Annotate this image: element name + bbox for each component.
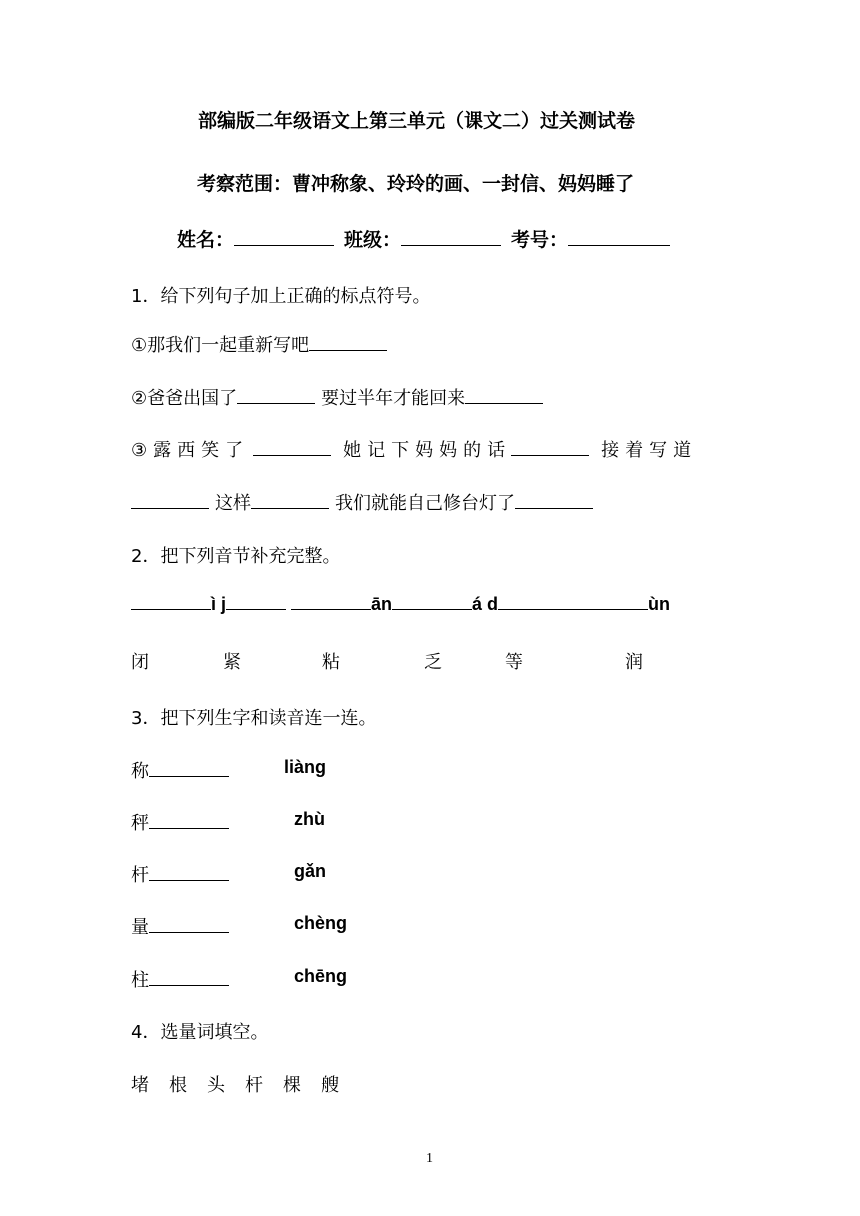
q3-char: 柱 — [131, 970, 149, 991]
number-label: 考号： — [511, 229, 569, 251]
q3-char: 秤 — [131, 813, 149, 834]
measure-word: 根 — [169, 1075, 187, 1096]
q1-s2b-text: 要过半年才能回来 — [321, 388, 466, 409]
blank[interactable] — [253, 439, 331, 456]
char: 紧 — [223, 652, 241, 673]
blank[interactable] — [251, 492, 329, 509]
q3-pair-5 — [131, 966, 229, 992]
q3-pinyin: zhù — [294, 809, 325, 829]
q3-pinyin: chēng — [294, 966, 348, 986]
q3-title: 3．把下列生字和读音连一连。 — [131, 708, 377, 729]
blank[interactable] — [309, 334, 387, 351]
connect-line[interactable] — [149, 864, 229, 881]
blank[interactable] — [515, 492, 593, 509]
class-field[interactable] — [401, 229, 501, 246]
blank[interactable] — [498, 593, 648, 610]
char: 等 — [505, 652, 523, 673]
syllable-3: á d — [472, 594, 499, 614]
connect-line[interactable] — [149, 969, 229, 986]
q3-char: 量 — [131, 917, 149, 938]
q2-title: 2．把下列音节补充完整。 — [131, 546, 341, 567]
q3-pair-1 — [131, 757, 229, 783]
q1-s3b-text: 她记下妈妈的话 — [343, 440, 512, 461]
q3-pinyin: gǎn — [294, 861, 327, 881]
blank[interactable] — [465, 387, 543, 404]
measure-word: 棵 — [283, 1075, 301, 1096]
blank[interactable] — [131, 492, 209, 509]
blank[interactable] — [131, 593, 211, 610]
name-label: 姓名： — [177, 229, 235, 251]
measure-word: 堵 — [131, 1075, 149, 1096]
q3-char: 杆 — [131, 865, 149, 886]
q1-sentence-1 — [131, 331, 387, 357]
q3-pair-4 — [131, 913, 229, 939]
q4-title: 4．选量词填空。 — [131, 1022, 269, 1043]
measure-word: 杆 — [245, 1075, 263, 1096]
blank[interactable] — [511, 439, 589, 456]
q3-pinyin: liàng — [284, 757, 327, 777]
connect-line[interactable] — [149, 760, 229, 777]
connect-line[interactable] — [149, 812, 229, 829]
q1-s4b-text: 我们就能自己修台灯了 — [335, 493, 515, 514]
q1-s3a-text: ③露西笑了 — [131, 440, 250, 461]
char: 润 — [625, 652, 643, 673]
q1-title: 1．给下列句子加上正确的标点符号。 — [131, 286, 431, 307]
q3-pair-2 — [131, 809, 229, 835]
q4-word-bank — [131, 1071, 359, 1097]
q1-s4a-text: 这样 — [215, 493, 251, 514]
page-title: 部编版二年级语文上第三单元（课文二）过关测试卷 — [198, 110, 636, 132]
char: 粘 — [322, 652, 340, 673]
blank[interactable] — [237, 387, 315, 404]
char: 闭 — [131, 652, 149, 673]
exam-scope: 考察范围：曹冲称象、玲玲的画、一封信、妈妈睡了 — [197, 173, 635, 195]
blank[interactable] — [392, 593, 472, 610]
student-info — [177, 225, 670, 252]
q1-sentence-3 — [131, 436, 697, 462]
connect-line[interactable] — [149, 916, 229, 933]
measure-word: 艘 — [321, 1075, 339, 1096]
q3-pair-3 — [131, 861, 229, 887]
name-field[interactable] — [234, 229, 334, 246]
blank[interactable] — [226, 593, 286, 610]
q3-char: 称 — [131, 761, 149, 782]
syllable-1: ì j — [211, 594, 227, 614]
q3-pinyin: chèng — [294, 913, 348, 933]
q1-sentence-2 — [131, 384, 543, 410]
measure-word: 头 — [207, 1075, 225, 1096]
syllable-2: ān — [371, 594, 393, 614]
q1-s2a-text: ②爸爸出国了 — [131, 388, 238, 409]
q1-s3c-text: 接着写道 — [601, 440, 698, 461]
char: 乏 — [424, 652, 442, 673]
page-number: 1 — [426, 1151, 433, 1166]
blank[interactable] — [291, 593, 371, 610]
class-label: 班级： — [344, 229, 402, 251]
q1-s1-text: ①那我们一起重新写吧 — [131, 335, 310, 356]
syllable-4: ùn — [648, 594, 671, 614]
number-field[interactable] — [568, 229, 670, 246]
q2-syllables — [131, 593, 670, 615]
q1-sentence-4 — [131, 489, 593, 515]
